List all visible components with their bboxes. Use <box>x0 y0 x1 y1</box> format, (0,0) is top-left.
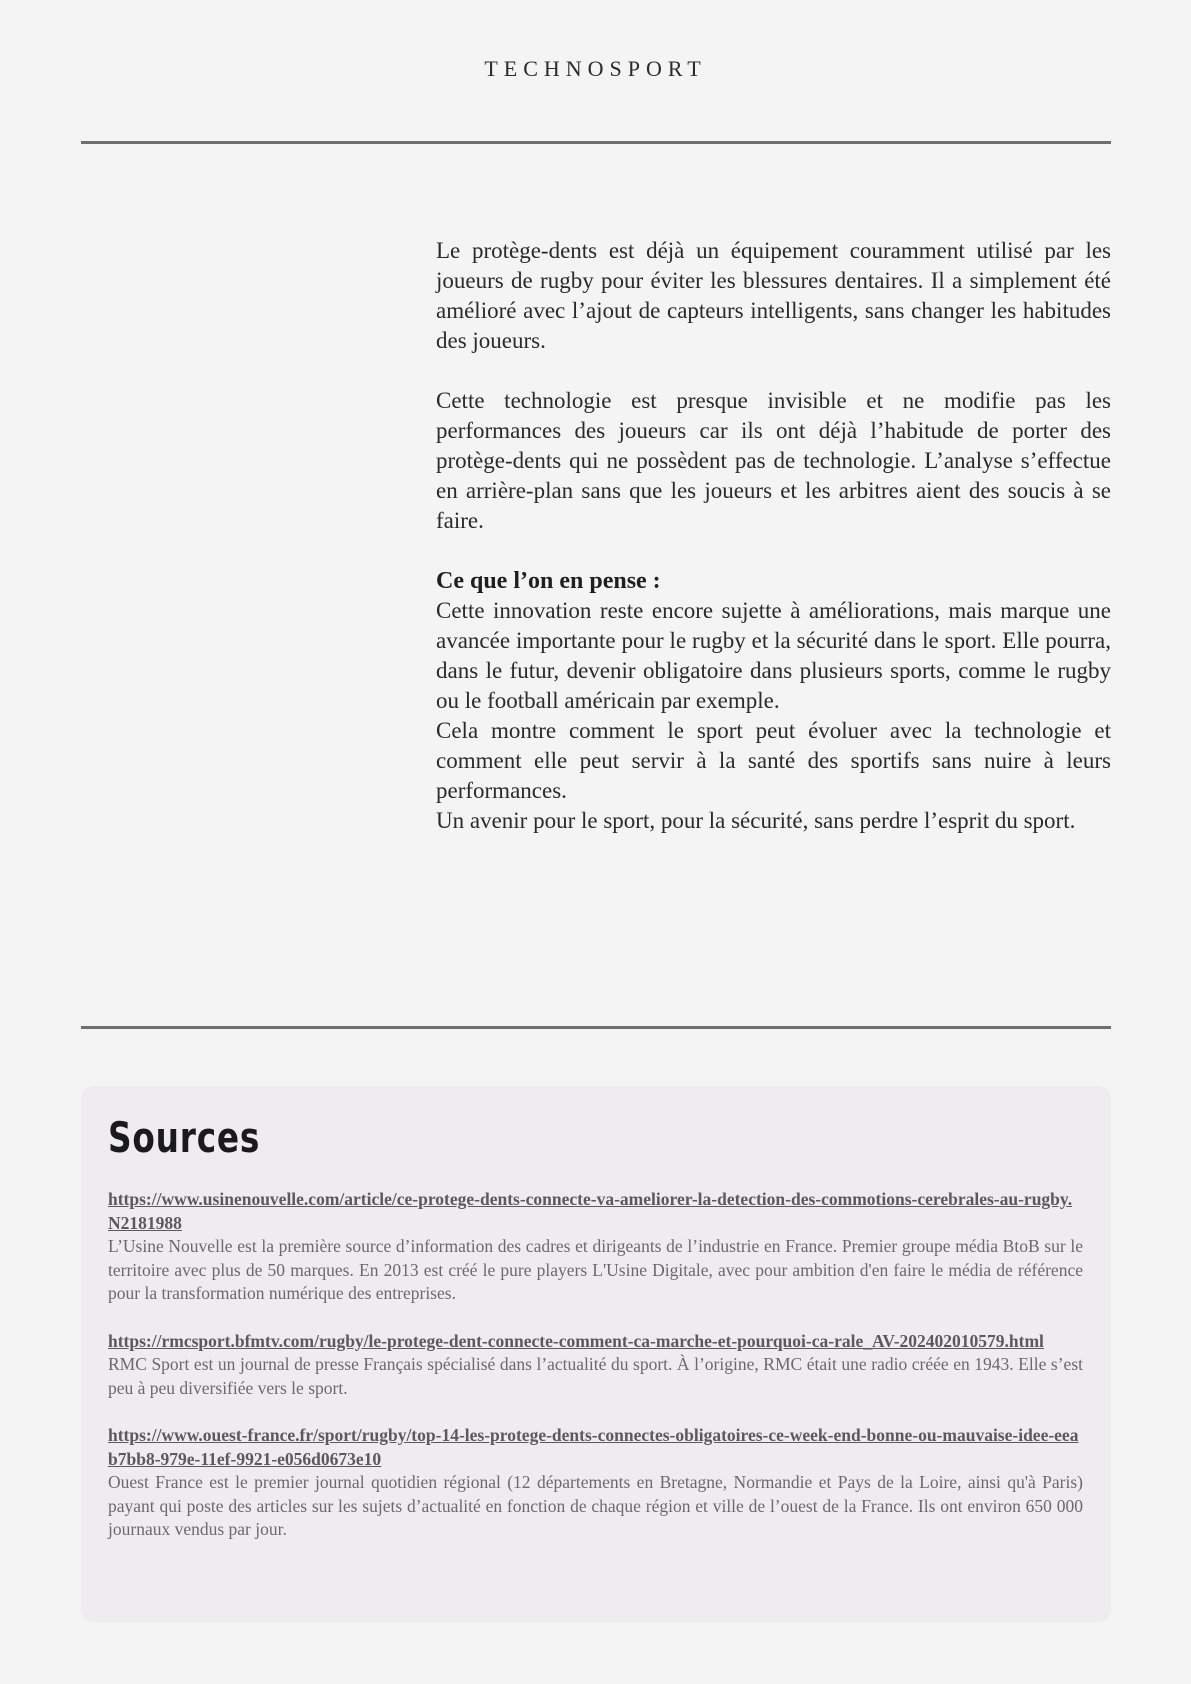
source-link[interactable]: https://www.usinenouvelle.com/article/ce-protege-dents-connecte-va-ameliorer-la-detection-des-commotions-cerebrales-au-rugby.N2181988 <box>108 1189 1073 1233</box>
opinion-paragraph: Cette innovation reste encore sujette à améliorations, mais marque une avancée importante pour le rugby et la sécurité dans le sport. Elle pourra, dans le futur, devenir obligatoire dans plusieurs sports, comme le rugby ou le football américain par exemple. <box>436 598 1111 713</box>
article-body <box>436 236 1111 836</box>
opinion-paragraph: Un avenir pour le sport, pour la sécurité, sans perdre l’esprit du sport. <box>436 808 1076 833</box>
source-description: L’Usine Nouvelle est la première source d’information des cadres et dirigeants de l’industrie en France. Premier groupe média BtoB sur le territoire avec plus de 50 marques. En 2013 est créé le pure players L'Usine Digitale, avec pour ambition d'en faire le média de référence pour la transformation numérique des entreprises. <box>108 1236 1083 1303</box>
source-link[interactable]: https://www.ouest-france.fr/sport/rugby/top-14-les-protege-dents-connectes-obligatoires-ce-week-end-bonne-ou-mauvaise-idee-eeab7bb8-979e-11ef-9921-e056d0673e10 <box>108 1425 1079 1469</box>
sources-panel <box>81 1086 1111 1622</box>
source-description: Ouest France est le premier journal quotidien régional (12 départements en Bretagne, Normandie et Pays de la Loire, ainsi qu'à Paris) payant qui poste des articles sur les sujets d’actualité en fonction de chaque région et ville de l’ouest de la France. Ils ont environ 650 000 journaux vendus par jour. <box>108 1472 1083 1539</box>
article-paragraph: Cette technologie est presque invisible et ne modifie pas les performances des joueurs car ils ont déjà l’habitude de porter des protège-dents qui ne possèdent pas de technologie. L’analyse s’effectue en arrière-plan sans que les joueurs et les arbitres aient des soucis à se faire. <box>436 388 1111 533</box>
source-item <box>108 1424 1083 1542</box>
top-divider <box>81 141 1111 144</box>
source-item <box>108 1330 1083 1401</box>
section-divider <box>81 1026 1111 1029</box>
article-paragraph: Le protège-dents est déjà un équipement couramment utilisé par les joueurs de rugby pour éviter les blessures dentaires. Il a simplement été amélioré avec l’ajout de capteurs intelligents, sans changer les habitudes des joueurs. <box>436 238 1111 353</box>
source-item <box>108 1188 1083 1306</box>
opinion-heading: Ce que l’on en pense : <box>436 568 661 594</box>
opinion-paragraph: Cela montre comment le sport peut évoluer avec la technologie et comment elle peut servir à la santé des sportifs sans nuire à leurs performances. <box>436 718 1111 803</box>
sources-title: Sources <box>108 1113 261 1162</box>
masthead-title: TECHNOSPORT <box>484 56 707 81</box>
source-description: RMC Sport est un journal de presse Français spécialisé dans l’actualité du sport. À l’origine, RMC était une radio créée en 1943. Elle s’est peu à peu diversifiée vers le sport. <box>108 1354 1083 1398</box>
source-link[interactable]: https://rmcsport.bfmtv.com/rugby/le-protege-dent-connecte-comment-ca-marche-et-pourquoi-ca-rale_AV-202402010579.html <box>108 1330 1044 1351</box>
